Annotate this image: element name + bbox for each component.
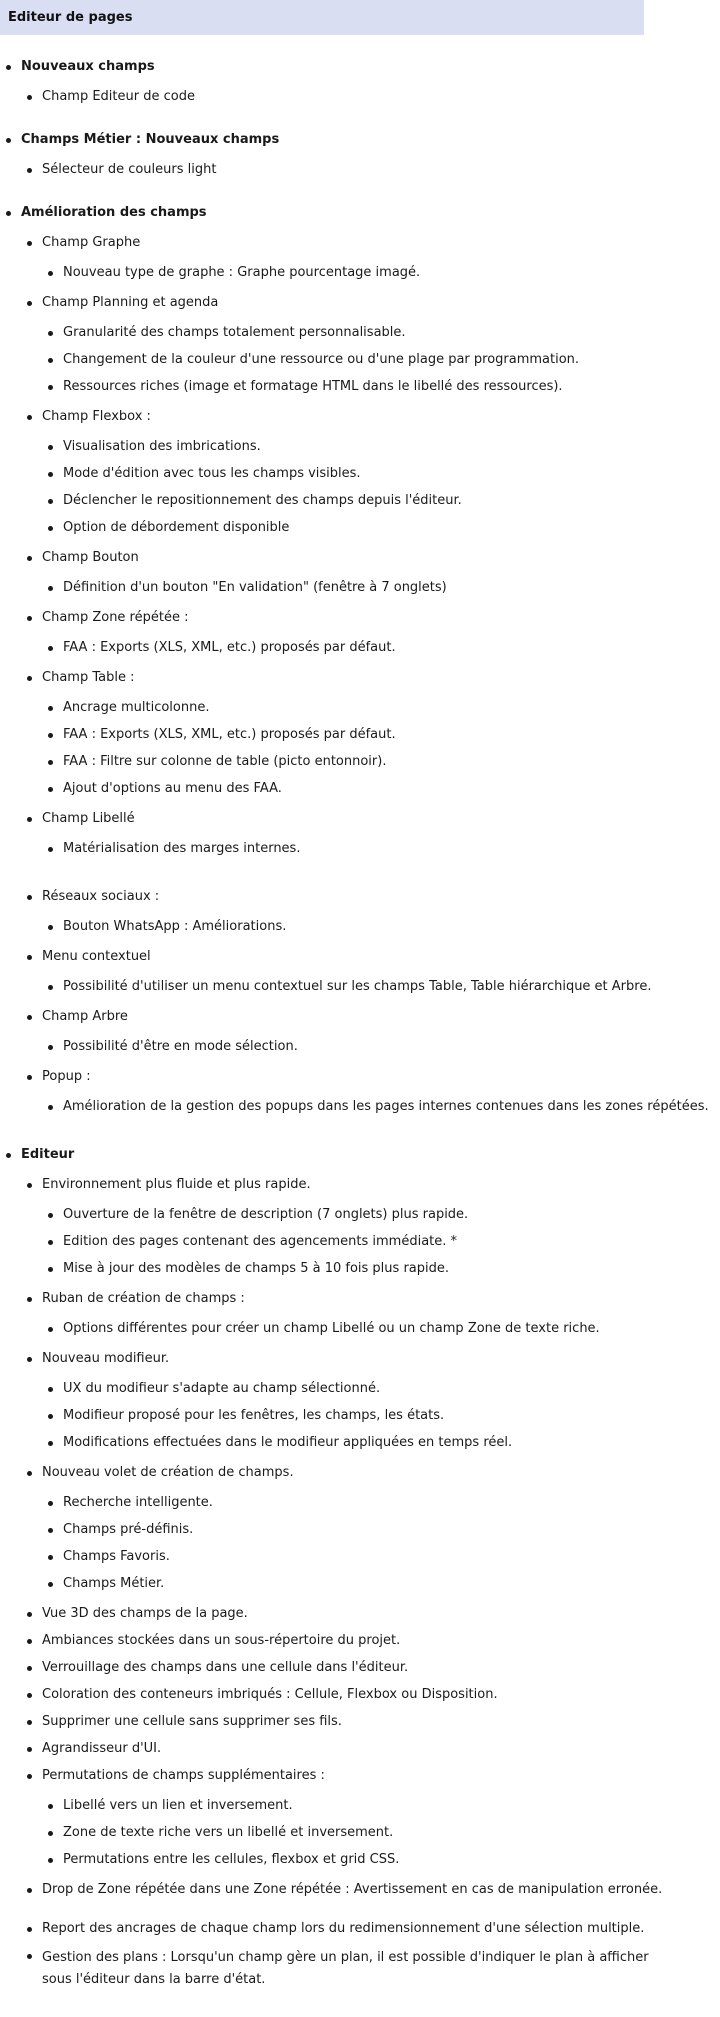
bullet-icon bbox=[48, 385, 53, 390]
bullet-icon bbox=[48, 985, 53, 990]
bullet-icon bbox=[27, 301, 32, 306]
list-item-text: FAA : Filtre sur colonne de table (picto entonnoir). bbox=[63, 754, 387, 769]
list-item-text: Mode d'édition avec tous les champs visibles. bbox=[63, 466, 361, 481]
list-item-text: Ambiances stockées dans un sous-répertoire du projet. bbox=[42, 1633, 401, 1648]
bullet-icon bbox=[48, 586, 53, 591]
list-item bbox=[42, 1008, 128, 1026]
list-item bbox=[63, 840, 300, 858]
list-item bbox=[63, 579, 447, 597]
list-item bbox=[42, 1713, 342, 1731]
list-item-text: Champs pré-définis. bbox=[63, 1522, 194, 1537]
bullet-icon bbox=[48, 646, 53, 651]
list-item-text: Ajout d'options au menu des FAA. bbox=[63, 781, 282, 796]
list-item-text: Amélioration de la gestion des popups dans les pages internes contenues dans les zones répétées. bbox=[63, 1099, 709, 1114]
bullet-icon bbox=[48, 733, 53, 738]
bullet-icon bbox=[48, 271, 53, 276]
bullet-icon bbox=[27, 556, 32, 561]
list-item bbox=[63, 918, 286, 936]
list-item bbox=[63, 726, 396, 744]
list-item bbox=[63, 1233, 457, 1251]
list-item-text: Editeur bbox=[21, 1147, 75, 1162]
list-item bbox=[63, 1380, 380, 1398]
bullet-icon bbox=[27, 241, 32, 246]
list-item-text: Amélioration des champs bbox=[21, 205, 207, 220]
bullet-icon bbox=[48, 358, 53, 363]
list-item-text: FAA : Exports (XLS, XML, etc.) proposés par défaut. bbox=[63, 640, 396, 655]
list-item bbox=[63, 264, 420, 282]
list-item bbox=[42, 1464, 294, 1482]
list-item bbox=[63, 1851, 399, 1869]
bullet-icon bbox=[27, 955, 32, 960]
list-item-text: Libellé vers un lien et inversement. bbox=[63, 1798, 293, 1813]
list-item bbox=[42, 1767, 325, 1785]
bullet-icon bbox=[48, 1327, 53, 1332]
bullet-icon bbox=[27, 1297, 32, 1302]
bullet-icon bbox=[48, 1267, 53, 1272]
list-item-text: Ruban de création de champs : bbox=[42, 1291, 245, 1306]
list-item-text: Options différentes pour créer un champ Libellé ou un champ Zone de texte riche. bbox=[63, 1321, 600, 1336]
list-item bbox=[63, 753, 386, 771]
list-item-text: Champ Bouton bbox=[42, 550, 139, 565]
list-item-text: Nouveaux champs bbox=[21, 59, 155, 74]
list-item-text: FAA : Exports (XLS, XML, etc.) proposés par défaut. bbox=[63, 727, 396, 742]
bullet-icon bbox=[6, 65, 11, 70]
list-item bbox=[42, 1686, 498, 1704]
bullet-icon bbox=[48, 1528, 53, 1533]
list-item-text: Champ Planning et agenda bbox=[42, 295, 219, 310]
list-item bbox=[63, 1206, 468, 1224]
bullet-icon bbox=[27, 1747, 32, 1752]
list-item bbox=[42, 161, 216, 179]
bullet-icon bbox=[27, 1612, 32, 1617]
bullet-icon bbox=[48, 472, 53, 477]
list-item-text: Définition d'un bouton "En validation" (fenêtre à 7 onglets) bbox=[63, 580, 447, 595]
bullet-icon bbox=[6, 211, 11, 216]
list-item-text: Modifieur proposé pour les fenêtres, les champs, les états. bbox=[63, 1408, 445, 1423]
list-item bbox=[42, 669, 134, 687]
bullet-icon bbox=[48, 1555, 53, 1560]
bullet-icon bbox=[48, 1387, 53, 1392]
list-item bbox=[63, 519, 289, 537]
list-item-text: Visualisation des imbrications. bbox=[63, 439, 261, 454]
list-item bbox=[42, 888, 159, 906]
list-item-text: Option de débordement disponible bbox=[63, 520, 290, 535]
section-heading bbox=[21, 204, 207, 222]
list-item-text: Champ Libellé bbox=[42, 811, 135, 826]
bullet-icon bbox=[48, 760, 53, 765]
list-item-text: Champ Table : bbox=[42, 670, 135, 685]
list-item bbox=[42, 1068, 91, 1086]
list-item-text: Menu contextuel bbox=[42, 949, 151, 964]
bullet-icon bbox=[48, 1441, 53, 1446]
bullet-icon bbox=[48, 1582, 53, 1587]
list-item-text: Déclencher le repositionnement des champs depuis l'éditeur. bbox=[63, 493, 462, 508]
bullet-icon bbox=[27, 1774, 32, 1779]
list-item-text: Ouverture de la fenêtre de description (7 onglets) plus rapide. bbox=[63, 1207, 469, 1222]
bullet-icon bbox=[48, 1240, 53, 1245]
bullet-icon bbox=[27, 95, 32, 100]
list-item bbox=[63, 1494, 213, 1512]
list-item bbox=[63, 492, 462, 510]
page-title: Editeur de pages bbox=[0, 0, 644, 35]
list-item bbox=[42, 1920, 644, 1938]
list-item bbox=[63, 1038, 298, 1056]
list-item-text: Matérialisation des marges internes. bbox=[63, 841, 301, 856]
list-item bbox=[42, 1290, 245, 1308]
bullet-icon bbox=[27, 895, 32, 900]
bullet-icon bbox=[48, 526, 53, 531]
bullet-icon bbox=[27, 1075, 32, 1080]
bullet-icon bbox=[27, 1183, 32, 1188]
list-item-text: Vue 3D des champs de la page. bbox=[42, 1606, 248, 1621]
bullet-icon bbox=[48, 847, 53, 852]
list-item bbox=[63, 1548, 170, 1566]
list-item bbox=[63, 1797, 293, 1815]
list-item bbox=[42, 294, 218, 312]
bullet-icon bbox=[27, 817, 32, 822]
bullet-icon bbox=[27, 1639, 32, 1644]
bullet-icon bbox=[27, 1471, 32, 1476]
list-item-text: UX du modifieur s'adapte au champ sélectionné. bbox=[63, 1381, 381, 1396]
bullet-icon bbox=[48, 1804, 53, 1809]
bullet-icon bbox=[27, 1357, 32, 1362]
list-item-text: Granularité des champs totalement personnalisable. bbox=[63, 325, 406, 340]
list-item bbox=[42, 549, 139, 567]
list-item bbox=[42, 810, 135, 828]
bullet-icon bbox=[48, 1858, 53, 1863]
list-item bbox=[63, 780, 282, 798]
list-item bbox=[63, 351, 579, 369]
list-item-text: Environnement plus fluide et plus rapide. bbox=[42, 1177, 311, 1192]
list-item bbox=[42, 1740, 161, 1758]
bullet-icon bbox=[27, 616, 32, 621]
list-item-text: Verrouillage des champs dans une cellule dans l'éditeur. bbox=[42, 1660, 409, 1675]
bullet-icon bbox=[27, 1927, 32, 1932]
list-item-text: Permutations de champs supplémentaires : bbox=[42, 1768, 325, 1783]
section-heading bbox=[21, 58, 155, 76]
list-item-text: Zone de texte riche vers un libellé et inversement. bbox=[63, 1825, 394, 1840]
list-item-text: Nouveau modifieur. bbox=[42, 1351, 170, 1366]
bullet-icon bbox=[48, 925, 53, 930]
list-item-text: Popup : bbox=[42, 1069, 91, 1084]
list-item-text: Champs Favoris. bbox=[63, 1549, 170, 1564]
bullet-icon bbox=[48, 1831, 53, 1836]
bullet-icon bbox=[27, 1015, 32, 1020]
list-item bbox=[63, 699, 209, 717]
list-item bbox=[42, 88, 195, 106]
list-item-text: Sélecteur de couleurs light bbox=[42, 162, 217, 177]
list-item-text: Champs Métier. bbox=[63, 1576, 165, 1591]
bullet-icon bbox=[48, 445, 53, 450]
list-item-text: Champ Flexbox : bbox=[42, 409, 151, 424]
bullet-icon bbox=[48, 331, 53, 336]
bullet-icon bbox=[48, 787, 53, 792]
list-item bbox=[42, 1350, 169, 1368]
list-item-text: Champ Editeur de code bbox=[42, 89, 195, 104]
list-item-text: Changement de la couleur d'une ressource ou d'une plage par programmation. bbox=[63, 352, 580, 367]
list-item-text: Supprimer une cellule sans supprimer ses fils. bbox=[42, 1714, 342, 1729]
list-item-text: Bouton WhatsApp : Améliorations. bbox=[63, 919, 287, 934]
list-item bbox=[42, 408, 151, 426]
list-item-text: Coloration des conteneurs imbriqués : Cellule, Flexbox ou Disposition. bbox=[42, 1687, 498, 1702]
list-item-text: Nouveau type de graphe : Graphe pourcentage imagé. bbox=[63, 265, 421, 280]
list-item bbox=[63, 1260, 449, 1278]
bullet-icon bbox=[48, 706, 53, 711]
list-item-text: Champ Graphe bbox=[42, 235, 141, 250]
list-item bbox=[63, 1098, 709, 1116]
list-item-text: Permutations entre les cellules, flexbox et grid CSS. bbox=[63, 1852, 400, 1867]
bullet-icon bbox=[48, 1501, 53, 1506]
bullet-icon bbox=[27, 1720, 32, 1725]
list-item-text: Recherche intelligente. bbox=[63, 1495, 213, 1510]
list-item bbox=[63, 639, 396, 657]
bullet-icon bbox=[27, 1888, 32, 1893]
list-item bbox=[42, 1881, 662, 1899]
list-item bbox=[63, 438, 261, 456]
bullet-icon bbox=[27, 1693, 32, 1698]
section-heading bbox=[21, 131, 279, 149]
list-item-text: Nouveau volet de création de champs. bbox=[42, 1465, 294, 1480]
list-item-text: Champ Zone répétée : bbox=[42, 610, 189, 625]
list-item bbox=[63, 978, 651, 996]
list-item bbox=[63, 1320, 600, 1338]
list-item-text: Edition des pages contenant des agencements immédiate. * bbox=[63, 1234, 458, 1249]
list-item-text: Agrandisseur d'UI. bbox=[42, 1741, 162, 1756]
list-item-text: Possibilité d'être en mode sélection. bbox=[63, 1039, 298, 1054]
list-item-text: Drop de Zone répétée dans une Zone répétée : Avertissement en cas de manipulation erronée. bbox=[42, 1882, 663, 1897]
list-item bbox=[42, 1632, 400, 1650]
bullet-icon bbox=[27, 1666, 32, 1671]
list-item bbox=[42, 1176, 311, 1194]
bullet-icon bbox=[27, 415, 32, 420]
list-item-text: Report des ancrages de chaque champ lors du redimensionnement d'une sélection multiple. bbox=[42, 1921, 645, 1936]
list-item bbox=[42, 948, 151, 966]
list-item-text: Ressources riches (image et formatage HTML dans le libellé des ressources). bbox=[63, 379, 563, 394]
list-item bbox=[42, 234, 140, 252]
list-item bbox=[63, 1434, 512, 1452]
list-item bbox=[42, 1947, 652, 1991]
list-item-text: Réseaux sociaux : bbox=[42, 889, 160, 904]
list-item bbox=[42, 1605, 248, 1623]
bullet-icon bbox=[48, 1414, 53, 1419]
bullet-icon bbox=[6, 138, 11, 143]
list-item bbox=[42, 609, 188, 627]
list-item bbox=[63, 1407, 444, 1425]
list-item bbox=[63, 1521, 193, 1539]
bullet-icon bbox=[6, 1153, 11, 1158]
bullet-icon bbox=[48, 1045, 53, 1050]
list-item bbox=[63, 378, 563, 396]
list-item bbox=[63, 1824, 393, 1842]
bullet-icon bbox=[27, 676, 32, 681]
list-item-text: Champ Arbre bbox=[42, 1009, 128, 1024]
list-item bbox=[63, 324, 406, 342]
bullet-icon bbox=[27, 1954, 32, 1959]
bullet-icon bbox=[48, 1213, 53, 1218]
list-item bbox=[63, 465, 361, 483]
list-item bbox=[42, 1659, 408, 1677]
list-item-text: Modifications effectuées dans le modifieur appliquées en temps réel. bbox=[63, 1435, 513, 1450]
bullet-icon bbox=[48, 1105, 53, 1110]
list-item-text: Champs Métier : Nouveaux champs bbox=[21, 132, 280, 147]
bullet-icon bbox=[48, 499, 53, 504]
list-item-text: Possibilité d'utiliser un menu contextuel sur les champs Table, Table hiérarchique et Arbre. bbox=[63, 979, 652, 994]
list-item-text: Mise à jour des modèles de champs 5 à 10 fois plus rapide. bbox=[63, 1261, 449, 1276]
list-item-text: Gestion des plans : Lorsqu'un champ gère un plan, il est possible d'indiquer le plan à afficher sous l'éditeur dans la barre d'état. bbox=[42, 1950, 649, 1987]
section-heading bbox=[21, 1146, 74, 1164]
list-item-text: Ancrage multicolonne. bbox=[63, 700, 210, 715]
bullet-icon bbox=[27, 168, 32, 173]
list-item bbox=[63, 1575, 164, 1593]
